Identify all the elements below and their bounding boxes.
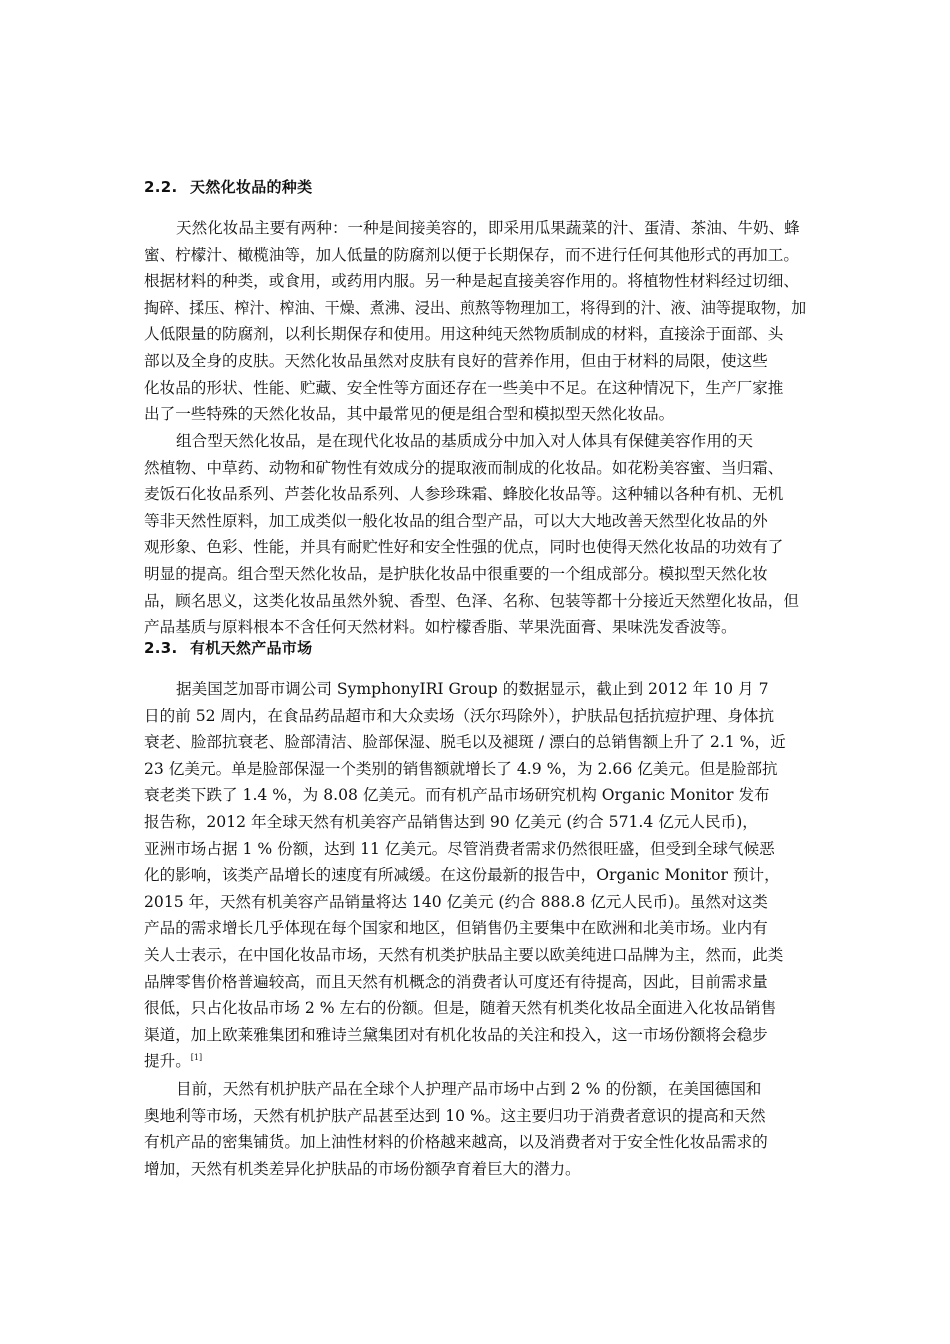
text-line: 2015 年，天然有机美容产品销量将达 140 亿美元 (约合 888.8 亿元人民币)。虽然对这类 [144,892,768,911]
text-line: 产品的需求增长几乎体现在每个国家和地区，但销售仍主要集中在欧洲和北美市场。业内有 [144,919,768,938]
text-line: 根据材料的种类，或食用，或药用内服。另一种是起直接美容作用的。将植物性材料经过切细、 [144,272,799,291]
section-title: 有机天然产品市场 [190,639,313,657]
text-line: 报告称，2012 年全球天然有机美容产品销售达到 90 亿美元 (约合 571.4 亿元人民币)， [144,812,758,831]
text-line: 掏碎、揉压、榨汁、榨油、干燥、煮沸、浸出、煎熬等物理加工，将得到的汁、液、油等提取物，加 [144,298,807,317]
text-line: 有机产品的密集铺货。加上油性材料的价格越来越高，以及消费者对于安全性化妆品需求的 [144,1133,768,1152]
text-line: 品，顾名思义，这类化妆品虽然外貌、香型、色泽、名称、包装等都十分接近天然塑化妆品，但 [144,591,799,610]
text-line: 观形象、色彩、性能，并具有耐贮性好和安全性强的优点，同时也使得天然化妆品的功效有了 [144,538,784,557]
text-line: 组合型天然化妆品，是在现代化妆品的基质成分中加入对人体具有保健美容作用的天 [176,432,753,450]
text-line: 关人士表示，在中国化妆品市场，天然有机类护肤品主要以欧美纯进口品牌为主，然而，此类 [144,945,784,964]
text-line-last [144,1048,806,1075]
paragraph-combined-type [144,428,806,641]
section-title: 天然化妆品的种类 [190,178,313,196]
text-line: 据美国芝加哥市调公司 SymphonyIRI Group 的数据显示，截止到 2012 年 10 月 7 [176,680,769,698]
text-line: 产品基质与原料根本不含任何天然材料。如柠檬香脂、苹果洗面膏、果味洗发香波等。 [144,618,737,637]
text-line: 蜜、柠檬汁、橄榄油等，加人低量的防腐剂以便于长期保存，而不进行任何其他形式的再加工。 [144,245,799,264]
text-line: 然植物、中草药、动物和矿物性有效成分的提取液而制成的化妆品。如花粉美容蜜、当归霜、 [144,458,784,477]
paragraph-organic-market [144,676,806,1075]
section-heading-2-2 [144,176,312,197]
text-line: 化妆品的形状、性能、贮藏、安全性等方面还存在一些美中不足。在这种情况下，生产厂家推 [144,378,784,397]
paragraph-natural-cosmetics-types [144,215,806,428]
text-line: 麦饭石化妆品系列、芦荟化妆品系列、人参珍珠霜、蜂胶化妆品等。这种辅以各种有机、无机 [144,485,784,504]
text-line: 奥地利等市场，天然有机护肤产品甚至达到 10 %。这主要归功于消费者意识的提高和天然 [144,1106,766,1125]
text-line: 很低，只占化妆品市场 2 % 左右的份额。但是，随着天然有机类化妆品全面进入化妆品销售 [144,999,777,1018]
text-line: 日的前 52 周内，在食品药品超市和大众卖场（沃尔玛除外），护肤品包括抗痘护理、身体抗 [144,706,775,725]
text-line: 渠道，加上欧莱雅集团和雅诗兰黛集团对有机化妆品的关注和投入，这一市场份额将会稳步 [144,1025,768,1044]
citation-marker: [1] [190,1053,203,1063]
text-line: 等非天然性原料，加工成类似一般化妆品的组合型产品，可以大大地改善天然型化妆品的外 [144,511,768,530]
text-line: 明显的提高。组合型天然化妆品，是护肤化妆品中很重要的一个组成部分。模拟型天然化妆 [144,564,768,583]
text-line: 部以及全身的皮肤。天然化妆品虽然对皮肤有良好的营养作用，但由于材料的局限，使这些 [144,351,768,370]
text-line: 23 亿美元。单是脸部保湿一个类别的销售额就增长了 4.9 %，为 2.66 亿美元。但是脸部抗 [144,759,778,778]
text-line: 提升。 [144,1052,191,1071]
text-line: 衰老类下跌了 1.4 %，为 8.08 亿美元。而有机产品市场研究机构 Organic Monitor 发布 [144,786,770,805]
text-line: 出了一些特殊的天然化妆品，其中最常见的便是组合型和模拟型天然化妆品。 [144,405,675,424]
section-number: 2.3. [144,639,178,657]
text-line: 亚洲市场占据 1 % 份额，达到 11 亿美元。尽管消费者需求仍然很旺盛，但受到全球气候恶 [144,839,775,858]
text-line: 衰老、脸部抗衰老、脸部清洁、脸部保湿、脱毛以及褪斑 / 漂白的总销售额上升了 2.1 %，近 [144,733,786,752]
text-line: 增加，天然有机类差异化护肤品的市场份额孕育着巨大的潜力。 [144,1159,581,1178]
text-line: 天然化妆品主要有两种：一种是间接美容的，即采用瓜果蔬菜的汁、蛋清、茶油、牛奶、蜂 [176,219,800,237]
paragraph-organic-share [144,1076,806,1182]
text-line: 化的影响，该类产品增长的速度有所减缓。在这份最新的报告中，Organic Monitor 预计， [144,866,780,885]
text-line: 目前，天然有机护肤产品在全球个人护理产品市场中占到 2 % 的份额，在美国德国和 [176,1080,762,1098]
text-line: 人低限量的防腐剂，以利长期保存和使用。用这种纯天然物质制成的材料，直接涂于面部、头 [144,325,784,344]
section-heading-2-3 [144,637,312,658]
text-line: 品牌零售价格普遍较高，而且天然有机概念的消费者认可度还有待提高，因此，目前需求量 [144,972,768,991]
section-number: 2.2. [144,178,178,196]
